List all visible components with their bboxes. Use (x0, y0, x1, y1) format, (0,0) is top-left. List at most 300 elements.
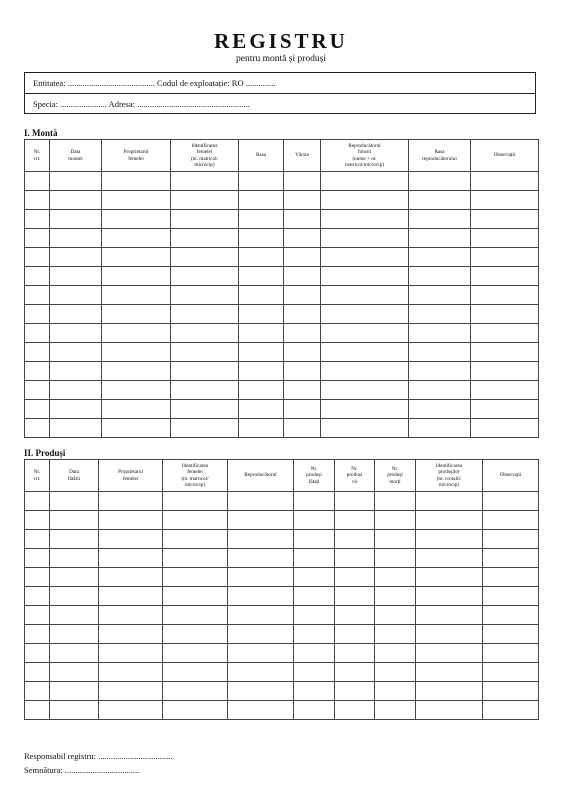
table-cell[interactable] (228, 492, 294, 511)
table-cell[interactable] (163, 682, 228, 701)
table-cell[interactable] (416, 682, 483, 701)
table-cell[interactable] (50, 549, 99, 568)
table-cell[interactable] (483, 625, 539, 644)
table-cell[interactable] (375, 511, 416, 530)
table-cell[interactable] (163, 492, 228, 511)
table-cell[interactable] (284, 324, 321, 343)
table-cell[interactable] (50, 381, 102, 400)
table-cell[interactable] (25, 530, 50, 549)
table-cell[interactable] (171, 191, 239, 210)
col-proprietarul-femelei: Proprietarul femelei (99, 460, 163, 492)
table-cell[interactable] (50, 191, 102, 210)
table-cell[interactable] (50, 210, 102, 229)
table-cell[interactable] (99, 568, 163, 587)
table-cell[interactable] (416, 606, 483, 625)
table-cell[interactable] (284, 191, 321, 210)
table-cell[interactable] (321, 267, 409, 286)
table-cell[interactable] (102, 400, 171, 419)
table-cell[interactable] (50, 343, 102, 362)
table-cell[interactable] (50, 663, 99, 682)
table-cell[interactable] (321, 210, 409, 229)
col-observatii: Observații (471, 140, 539, 172)
table-cell[interactable] (294, 625, 335, 644)
table-cell[interactable] (409, 362, 471, 381)
table-cell[interactable] (294, 644, 335, 663)
table-cell[interactable] (284, 419, 321, 438)
table-cell[interactable] (102, 267, 171, 286)
table-cell[interactable] (25, 324, 50, 343)
table-cell[interactable] (239, 419, 284, 438)
table-cell[interactable] (50, 229, 102, 248)
table-cell[interactable] (50, 419, 102, 438)
table-cell[interactable] (171, 229, 239, 248)
table-cell[interactable] (294, 587, 335, 606)
table-cell[interactable] (239, 286, 284, 305)
table-cell[interactable] (409, 248, 471, 267)
table-cell[interactable] (239, 324, 284, 343)
table-row (25, 172, 539, 191)
table-cell[interactable] (50, 248, 102, 267)
table-cell[interactable] (239, 267, 284, 286)
table-cell[interactable] (25, 663, 50, 682)
table-cell[interactable] (163, 568, 228, 587)
table-cell[interactable] (50, 606, 99, 625)
table-cell[interactable] (409, 324, 471, 343)
table-cell[interactable] (50, 701, 99, 720)
table-cell[interactable] (321, 248, 409, 267)
table-cell[interactable] (294, 492, 335, 511)
table-cell[interactable] (483, 492, 539, 511)
table-cell[interactable] (471, 172, 539, 191)
signature-field[interactable]: Semnătura: ................................... (24, 765, 140, 775)
col-data-fatarii: Data fătării (50, 460, 99, 492)
table-cell[interactable] (375, 625, 416, 644)
table-cell[interactable] (163, 663, 228, 682)
table-cell[interactable] (294, 701, 335, 720)
table-cell[interactable] (471, 400, 539, 419)
table-cell[interactable] (99, 530, 163, 549)
table-cell[interactable] (25, 644, 50, 663)
table-cell[interactable] (294, 682, 335, 701)
table-cell[interactable] (416, 587, 483, 606)
table-row (25, 701, 539, 720)
table-cell[interactable] (228, 568, 294, 587)
table-cell[interactable] (375, 587, 416, 606)
table-cell[interactable] (471, 381, 539, 400)
table-cell[interactable] (284, 381, 321, 400)
table-cell[interactable] (471, 267, 539, 286)
table-cell[interactable] (416, 625, 483, 644)
table-row (25, 606, 539, 625)
table-cell[interactable] (416, 530, 483, 549)
table-cell[interactable] (409, 419, 471, 438)
table-cell[interactable] (471, 286, 539, 305)
table-cell[interactable] (416, 511, 483, 530)
table-cell[interactable] (409, 400, 471, 419)
table-cell[interactable] (25, 267, 50, 286)
table-cell[interactable] (335, 530, 375, 549)
table-cell[interactable] (375, 492, 416, 511)
table-cell[interactable] (50, 400, 102, 419)
table-row (25, 191, 539, 210)
table-cell[interactable] (375, 682, 416, 701)
table-cell[interactable] (102, 286, 171, 305)
table-cell[interactable] (321, 381, 409, 400)
table-cell[interactable] (171, 210, 239, 229)
table-cell[interactable] (25, 248, 50, 267)
table-cell[interactable] (171, 267, 239, 286)
table-cell[interactable] (171, 172, 239, 191)
col-data-montei: Data montei (50, 140, 102, 172)
table-row (25, 381, 539, 400)
table-cell[interactable] (239, 229, 284, 248)
table-cell[interactable] (25, 400, 50, 419)
table-cell[interactable] (471, 362, 539, 381)
table-cell[interactable] (321, 305, 409, 324)
table-cell[interactable] (471, 191, 539, 210)
table-cell[interactable] (483, 511, 539, 530)
table-row (25, 682, 539, 701)
table-cell[interactable] (335, 568, 375, 587)
table-cell[interactable] (471, 343, 539, 362)
table-cell[interactable] (335, 606, 375, 625)
table-cell[interactable] (99, 606, 163, 625)
table-row (25, 305, 539, 324)
table-cell[interactable] (50, 530, 99, 549)
table-cell[interactable] (294, 606, 335, 625)
section-title-monta: I. Montă (24, 128, 58, 138)
table-cell[interactable] (294, 511, 335, 530)
table-cell[interactable] (50, 644, 99, 663)
col-proprietarul-femelei: Proprietarul femelei (102, 140, 171, 172)
table-cell[interactable] (163, 606, 228, 625)
table-cell[interactable] (321, 172, 409, 191)
table-row (25, 362, 539, 381)
table-cell[interactable] (335, 587, 375, 606)
table-cell[interactable] (284, 229, 321, 248)
table-cell[interactable] (228, 644, 294, 663)
entity-code-line[interactable]: Entitatea: ......................................... Codul de exploatație: RO .............. (33, 78, 276, 88)
table-cell[interactable] (25, 362, 50, 381)
table-cell[interactable] (321, 400, 409, 419)
table-cell[interactable] (239, 248, 284, 267)
table-cell[interactable] (284, 267, 321, 286)
table-row (25, 229, 539, 248)
section-title-produsi: II. Produși (24, 448, 66, 458)
table-cell[interactable] (171, 400, 239, 419)
table-cell[interactable] (471, 324, 539, 343)
responsible-field[interactable]: Responsabil registru: ................................... (24, 751, 173, 761)
table-cell[interactable] (239, 400, 284, 419)
table-cell[interactable] (239, 305, 284, 324)
table-cell[interactable] (163, 511, 228, 530)
table-cell[interactable] (25, 172, 50, 191)
table-cell[interactable] (239, 210, 284, 229)
table-row (25, 644, 539, 663)
table-cell[interactable] (483, 568, 539, 587)
info-box (24, 72, 536, 114)
table-cell[interactable] (416, 549, 483, 568)
table-cell[interactable] (102, 191, 171, 210)
table-row (25, 419, 539, 438)
table-cell[interactable] (50, 587, 99, 606)
page-title: REGISTRU (214, 29, 348, 53)
table-cell[interactable] (335, 549, 375, 568)
table-cell[interactable] (171, 343, 239, 362)
table-cell[interactable] (321, 229, 409, 248)
table-cell[interactable] (483, 549, 539, 568)
table-cell[interactable] (102, 248, 171, 267)
table-cell[interactable] (163, 644, 228, 663)
table-cell[interactable] (416, 644, 483, 663)
table-cell[interactable] (294, 530, 335, 549)
table-cell[interactable] (375, 530, 416, 549)
table-row (25, 324, 539, 343)
table-cell[interactable] (50, 267, 102, 286)
table-cell[interactable] (409, 267, 471, 286)
table-cell[interactable] (483, 530, 539, 549)
table-cell[interactable] (50, 511, 99, 530)
table-cell[interactable] (228, 606, 294, 625)
table-cell[interactable] (228, 530, 294, 549)
col-varsta: Vârsta (284, 140, 321, 172)
col-reproducatorul-folosit: Reproducătorul folosit (nume + nr. matricol/microcip) (321, 140, 409, 172)
table-cell[interactable] (294, 549, 335, 568)
col-produsi-fatati: Nr. produși fătați (294, 460, 335, 492)
table-cell[interactable] (239, 343, 284, 362)
table-cell[interactable] (284, 172, 321, 191)
col-nr-crt: Nr. crt. (25, 140, 50, 172)
table-row (25, 343, 539, 362)
table-cell[interactable] (99, 701, 163, 720)
table-cell[interactable] (335, 663, 375, 682)
table-cell[interactable] (483, 587, 539, 606)
table-cell[interactable] (375, 606, 416, 625)
table-cell[interactable] (284, 248, 321, 267)
table-cell[interactable] (483, 644, 539, 663)
table-cell[interactable] (483, 663, 539, 682)
table-cell[interactable] (471, 210, 539, 229)
species-address-line[interactable]: Specia: ...................... Adresa: ..................................................... (25, 93, 535, 113)
table-cell[interactable] (102, 172, 171, 191)
table-cell[interactable] (228, 625, 294, 644)
table-cell[interactable] (335, 644, 375, 663)
col-reproducatorul: Reproducătorul (228, 460, 294, 492)
table-cell[interactable] (171, 362, 239, 381)
table-cell[interactable] (25, 606, 50, 625)
table-cell[interactable] (228, 587, 294, 606)
table-cell[interactable] (228, 549, 294, 568)
table-cell[interactable] (102, 324, 171, 343)
table-cell[interactable] (50, 172, 102, 191)
table-row (25, 530, 539, 549)
table-cell[interactable] (335, 492, 375, 511)
col-rasa: Rasa (239, 140, 284, 172)
table-cell[interactable] (171, 286, 239, 305)
table-cell[interactable] (471, 419, 539, 438)
table-cell[interactable] (25, 229, 50, 248)
table-cell[interactable] (171, 381, 239, 400)
table-cell[interactable] (294, 663, 335, 682)
table-cell[interactable] (284, 362, 321, 381)
table-cell[interactable] (321, 343, 409, 362)
table-cell[interactable] (25, 419, 50, 438)
table-cell[interactable] (321, 286, 409, 305)
table-cell[interactable] (409, 229, 471, 248)
table-cell[interactable] (375, 663, 416, 682)
table-cell[interactable] (416, 663, 483, 682)
table-cell[interactable] (25, 286, 50, 305)
table-cell[interactable] (163, 701, 228, 720)
table-cell[interactable] (471, 305, 539, 324)
table-row (25, 511, 539, 530)
table-row (25, 587, 539, 606)
table-cell[interactable] (409, 286, 471, 305)
table-cell[interactable] (409, 343, 471, 362)
table-cell[interactable] (163, 587, 228, 606)
table-cell[interactable] (284, 210, 321, 229)
table-cell[interactable] (335, 701, 375, 720)
table-cell[interactable] (321, 362, 409, 381)
table-cell[interactable] (321, 191, 409, 210)
table-row (25, 267, 539, 286)
table-cell[interactable] (416, 492, 483, 511)
table-cell[interactable] (239, 172, 284, 191)
table-cell[interactable] (102, 305, 171, 324)
table-row (25, 492, 539, 511)
table-cell[interactable] (99, 549, 163, 568)
table-cell[interactable] (284, 286, 321, 305)
table-cell[interactable] (171, 419, 239, 438)
table-cell[interactable] (25, 343, 50, 362)
table-cell[interactable] (335, 682, 375, 701)
table-cell[interactable] (50, 305, 102, 324)
table-cell[interactable] (335, 625, 375, 644)
table-cell[interactable] (284, 400, 321, 419)
table-cell[interactable] (25, 682, 50, 701)
table-cell[interactable] (321, 419, 409, 438)
table-cell[interactable] (228, 682, 294, 701)
table-row (25, 210, 539, 229)
table-cell[interactable] (171, 324, 239, 343)
table-cell[interactable] (25, 191, 50, 210)
table-cell[interactable] (99, 625, 163, 644)
table-cell[interactable] (228, 701, 294, 720)
table-cell[interactable] (99, 511, 163, 530)
col-observatii: Observații (483, 460, 539, 492)
table-cell[interactable] (25, 587, 50, 606)
table-row (25, 625, 539, 644)
table-cell[interactable] (102, 362, 171, 381)
table-cell[interactable] (99, 587, 163, 606)
table-cell[interactable] (228, 511, 294, 530)
table-cell[interactable] (50, 625, 99, 644)
table-cell[interactable] (416, 568, 483, 587)
table-row (25, 568, 539, 587)
table-cell[interactable] (409, 381, 471, 400)
table-cell[interactable] (50, 682, 99, 701)
table-cell[interactable] (409, 172, 471, 191)
table-cell[interactable] (284, 343, 321, 362)
table-cell[interactable] (294, 568, 335, 587)
table-cell[interactable] (483, 606, 539, 625)
table-cell[interactable] (99, 492, 163, 511)
table-cell[interactable] (102, 210, 171, 229)
table-cell[interactable] (25, 625, 50, 644)
table-cell[interactable] (99, 644, 163, 663)
table-cell[interactable] (375, 549, 416, 568)
table-cell[interactable] (102, 229, 171, 248)
table-cell[interactable] (25, 492, 50, 511)
table-cell[interactable] (163, 549, 228, 568)
table-cell[interactable] (25, 381, 50, 400)
table-cell[interactable] (99, 682, 163, 701)
table-cell[interactable] (102, 343, 171, 362)
table-cell[interactable] (25, 568, 50, 587)
table-cell[interactable] (25, 701, 50, 720)
table-cell[interactable] (163, 625, 228, 644)
table-cell[interactable] (284, 305, 321, 324)
produsi-table (24, 459, 539, 720)
table-cell[interactable] (25, 511, 50, 530)
table-cell[interactable] (321, 324, 409, 343)
table-cell[interactable] (409, 305, 471, 324)
col-identificarea-femelei: Identificarea femelei (nr. matricol/ microcip) (163, 460, 228, 492)
table-cell[interactable] (375, 701, 416, 720)
table-cell[interactable] (471, 248, 539, 267)
table-cell[interactable] (228, 663, 294, 682)
table-row (25, 400, 539, 419)
table-cell[interactable] (102, 381, 171, 400)
table-cell[interactable] (171, 305, 239, 324)
table-cell[interactable] (416, 701, 483, 720)
table-cell[interactable] (25, 210, 50, 229)
table-row (25, 286, 539, 305)
table-cell[interactable] (483, 701, 539, 720)
table-cell[interactable] (375, 644, 416, 663)
col-produsi-morti: Nr. produși morți (375, 460, 416, 492)
table-cell[interactable] (239, 362, 284, 381)
table-cell[interactable] (335, 511, 375, 530)
table-cell[interactable] (50, 362, 102, 381)
col-nr-crt: Nr. crt. (25, 460, 50, 492)
table-cell[interactable] (409, 191, 471, 210)
table-cell[interactable] (471, 229, 539, 248)
table-cell[interactable] (25, 549, 50, 568)
table-cell[interactable] (99, 663, 163, 682)
table-cell[interactable] (102, 419, 171, 438)
col-rasa-reproducatorului: Rasa reproducătorului (409, 140, 471, 172)
table-cell[interactable] (163, 530, 228, 549)
table-cell[interactable] (375, 568, 416, 587)
col-produsi-vii: Nr. produși vii (335, 460, 375, 492)
table-cell[interactable] (409, 210, 471, 229)
col-identificarea-femelei: Identificarea femelei (nr. matricol/ microcip) (171, 140, 239, 172)
col-identificarea-produsilor: Identificarea produşilor (nr. crotalii/ microcip) (416, 460, 483, 492)
table-cell[interactable] (483, 682, 539, 701)
table-cell[interactable] (239, 191, 284, 210)
table-cell[interactable] (239, 381, 284, 400)
table-cell[interactable] (171, 248, 239, 267)
page-subtitle: pentru montă și produși (236, 54, 326, 64)
table-row (25, 549, 539, 568)
table-cell[interactable] (50, 492, 99, 511)
table-cell[interactable] (50, 568, 99, 587)
table-row (25, 663, 539, 682)
table-cell[interactable] (50, 324, 102, 343)
table-cell[interactable] (25, 305, 50, 324)
table-cell[interactable] (50, 286, 102, 305)
